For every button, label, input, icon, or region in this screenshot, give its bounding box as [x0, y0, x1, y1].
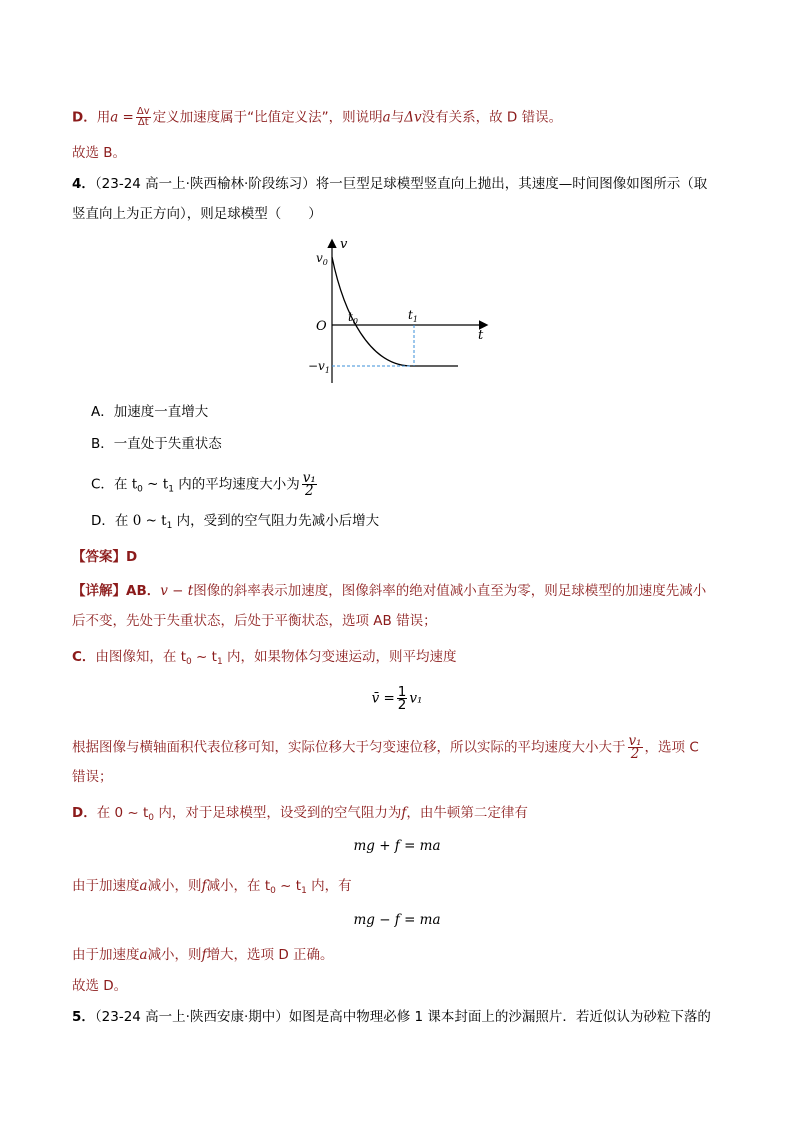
detail-label: C． [72, 649, 96, 665]
fraction-num: v₁ [628, 733, 642, 749]
fraction-num: Δv [136, 106, 150, 117]
subscript: 0 [186, 657, 192, 667]
text: 没有关系，故 D 错误。 [421, 109, 563, 126]
answer [72, 548, 137, 566]
text: 与 [390, 109, 405, 126]
detail-label: AB． [126, 583, 161, 599]
option-c[interactable] [91, 472, 319, 499]
detail-choose: 故选 D。 [72, 978, 128, 994]
detail-text: 减小，则 [147, 947, 202, 963]
question-text: （23-24 高一上·陕西安康·期中）如图是高中物理必修 1 课本封面上的沙漏照片．若近似认为砂粒下落的 [94, 1009, 711, 1025]
fraction-num: 1 [397, 684, 407, 700]
t0-label: $t_0$ [348, 310, 358, 326]
subscript: 1 [216, 657, 223, 667]
t1-label: $t_1$ [408, 308, 418, 324]
fraction [136, 107, 151, 128]
neg-v1-label: $-v_1$ [308, 359, 330, 375]
var-dv: Δv [404, 109, 422, 126]
fraction-den: 2 [304, 483, 314, 499]
detail-c-line3: 错误； [72, 769, 113, 785]
option-label: A． [91, 404, 114, 420]
fraction-num: v₁ [302, 470, 316, 486]
q4-line1 [72, 175, 707, 193]
var-a: a [139, 947, 148, 963]
var-f: f [401, 805, 407, 821]
text: 定义加速度属于“比值定义法”，则说明 [152, 109, 383, 126]
text: 用 [96, 109, 111, 126]
origin-label: O [316, 319, 327, 334]
option-text: 在 0 ~ t [114, 513, 167, 529]
detail-ab-line1 [72, 582, 706, 600]
option-text: 内，受到的空气阻力先减小后增大 [172, 513, 380, 529]
formula-lhs: a = [110, 109, 134, 126]
subscript: 0 [137, 484, 143, 495]
var-a: a [139, 878, 148, 894]
option-label: D． [91, 513, 115, 529]
option-label: C． [91, 476, 114, 493]
option-text: 加速度一直增大 [113, 404, 209, 420]
subscript: 1 [301, 886, 307, 896]
option-d[interactable] [91, 512, 379, 535]
detail-text: ，选项 C [644, 739, 699, 756]
var-f: f [201, 878, 207, 894]
eq-rhs: v₁ [409, 690, 423, 707]
option-label: B． [91, 436, 114, 452]
option-a[interactable] [91, 403, 208, 421]
v-axis-label: v [340, 237, 348, 252]
fraction-den: 2 [630, 746, 640, 762]
option-text: ~ t [142, 476, 169, 493]
detail-ab-line2: 后不变，先处于失重状态，后处于平衡状态，选项 AB 错误； [72, 613, 437, 629]
subscript: 0 [148, 813, 155, 823]
vt-graph [300, 235, 500, 385]
detail-c-line1 [72, 648, 456, 671]
option-text: 在 t [113, 476, 138, 493]
q4-line2: 竖直向上为正方向），则足球模型（ ） [72, 206, 322, 222]
answer-value: D [126, 549, 138, 565]
detail-text: 由于加速度 [72, 947, 140, 963]
answer-tag: 【答案】 [72, 549, 126, 565]
option-label: D． [72, 109, 97, 126]
detail-label: D． [72, 805, 97, 821]
question-number: 5． [72, 1009, 95, 1025]
t-axis-label: t [478, 328, 484, 343]
detail-d-line2 [72, 877, 352, 900]
subscript: 0 [270, 886, 276, 896]
fraction-den: Δt [137, 117, 149, 128]
detail-text: 根据图像与横轴面积代表位移可知，实际位移大于匀变速位移，所以实际的平均速度大小大于 [72, 739, 626, 756]
formula: v − t [160, 583, 194, 599]
var-f: f [201, 947, 207, 963]
fraction-den: 2 [397, 697, 407, 713]
subscript: 1 [166, 521, 173, 531]
q5-line1 [72, 1008, 711, 1026]
detail-text: 内，如果物体匀变速运动，则平均速度 [222, 649, 457, 665]
detail-c-line2 [72, 735, 699, 760]
detail-text: 增大，选项 D 正确。 [206, 947, 334, 963]
detail-text: 内，有 [306, 878, 352, 894]
detail-text: ~ t [275, 878, 302, 894]
detail-text: ~ t [191, 649, 217, 665]
equation-1 [0, 686, 794, 711]
fraction [397, 686, 408, 711]
detail-text: 由图像知，在 t [95, 649, 187, 665]
detail-d-line1 [72, 804, 528, 827]
prev-option-d [72, 107, 562, 128]
detail-text: ，由牛顿第二定律有 [406, 805, 528, 821]
detail-tag: 【详解】 [72, 583, 126, 599]
detail-text: 图像的斜率表示加速度，图像斜率的绝对值减小直至为零，则足球模型的加速度先减小 [193, 583, 707, 599]
option-b[interactable] [91, 435, 222, 453]
detail-text: 减小，则 [147, 878, 202, 894]
question-number: 4． [72, 176, 95, 192]
detail-text: 内，对于足球模型，设受到的空气阻力为 [154, 805, 402, 821]
detail-text: 在 0 ~ t [96, 805, 149, 821]
detail-text: 由于加速度 [72, 878, 140, 894]
equation-2: mg + f = ma [353, 838, 441, 854]
eq-lhs: v̄ = [371, 690, 395, 707]
equation-3: mg − f = ma [353, 912, 441, 928]
subscript: 1 [168, 484, 174, 495]
detail-text: 减小，在 t [206, 878, 271, 894]
option-text: 内的平均速度大小为 [173, 476, 300, 493]
question-text: （23-24 高一上·陕西榆林·阶段练习）将一巨型足球模型竖直向上抛出，其速度—时间图像如图所示（取 [94, 176, 708, 192]
option-text: 一直处于失重状态 [113, 436, 222, 452]
var-a: a [382, 109, 391, 126]
v0-label: $v_0$ [316, 251, 328, 267]
prev-choose: 故选 B。 [72, 145, 127, 161]
detail-d-line3 [72, 946, 334, 964]
fraction [628, 735, 643, 760]
fraction [302, 472, 317, 497]
